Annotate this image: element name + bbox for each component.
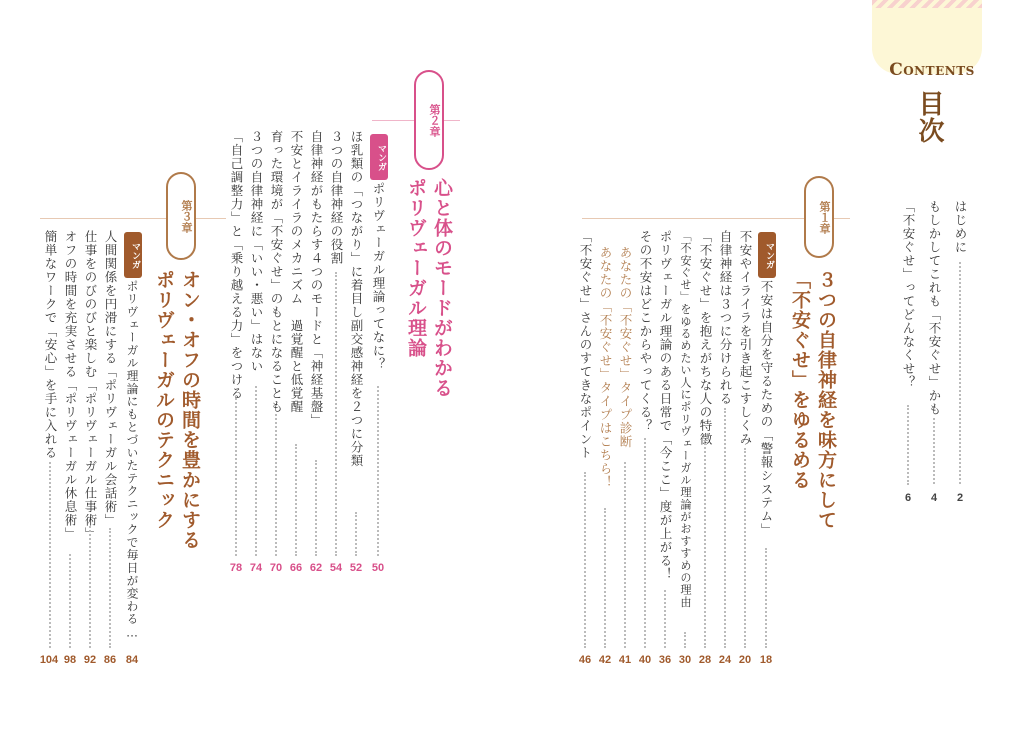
page-number: 86 <box>103 654 117 666</box>
page-number: 42 <box>598 654 612 666</box>
toc-entry-label: 自律神経がもたらす４つのモードと「神経基盤」 <box>309 130 324 427</box>
leader-dots <box>377 386 379 556</box>
page-number: 6 <box>904 492 912 504</box>
page-number: 2 <box>956 492 964 504</box>
manga-badge: マンガ <box>370 134 388 180</box>
page-number: 20 <box>738 654 752 666</box>
leader-dots <box>315 460 317 556</box>
leader-dots <box>644 438 646 648</box>
toc-entry-ch1-8[interactable] <box>615 246 635 449</box>
manga-badge: マンガ <box>124 232 142 278</box>
toc-entry-intro-2[interactable] <box>924 200 944 416</box>
toc-entry-label: ３つの自律神経に「いい・悪い」はない <box>249 130 264 373</box>
toc-entry-label: オフの時間を充実させる「ポリヴェーガル休息術」 <box>63 230 78 541</box>
page-number: 84 <box>125 654 139 666</box>
leader-dots <box>584 472 586 648</box>
page-number: 50 <box>371 562 385 574</box>
leader-dots <box>624 462 626 648</box>
page-number: 66 <box>289 562 303 574</box>
leader-dots <box>684 632 686 648</box>
chapter-1-badge: 第１章 <box>804 176 834 258</box>
page-number: 104 <box>39 654 59 666</box>
toc-entry-ch3-5[interactable] <box>40 230 60 460</box>
page-number: 24 <box>718 654 732 666</box>
page-number: 54 <box>329 562 343 574</box>
toc-entry-ch1-6[interactable] <box>655 230 675 581</box>
toc-entry-label: 育った環境が「不安ぐせ」のもとになることも <box>269 130 284 414</box>
leader-dots <box>933 418 935 484</box>
toc-entry-label: 仕事をのびのびと楽しむ「ポリヴェーガル仕事術」 <box>83 230 98 541</box>
toc-entry-ch1-4[interactable] <box>695 230 715 446</box>
toc-entry-ch2-6[interactable] <box>266 130 286 414</box>
toc-entry-ch1-9[interactable] <box>595 246 615 489</box>
page-number: 41 <box>618 654 632 666</box>
chapter-rule <box>40 218 226 219</box>
toc-entry-label: その不安はどこからやってくる？ <box>638 230 653 433</box>
toc-entry-ch1-10[interactable] <box>575 230 595 460</box>
leader-dots <box>109 528 111 648</box>
toc-entry-label: ３つの自律神経の役割 <box>329 130 344 265</box>
toc-entry-ch2-1[interactable] <box>368 182 388 371</box>
page-number: 28 <box>698 654 712 666</box>
chapter-1-title-line2: 「不安ぐせ」をゆるめる <box>789 270 811 490</box>
leader-dots <box>907 405 909 485</box>
toc-entry-label: 「不安ぐせ」を抱えがちな人の特徴 <box>698 230 713 446</box>
chapter-2-badge: 第２章 <box>414 70 444 170</box>
page-number: 98 <box>63 654 77 666</box>
leader-dots <box>255 386 257 556</box>
toc-entry-ch1-2[interactable] <box>735 230 755 446</box>
page-number: 52 <box>349 562 363 574</box>
toc-entry-label: 不安やイライラを引き起こすしくみ <box>738 230 753 446</box>
toc-entry-ch3-2[interactable] <box>100 230 120 527</box>
toc-entry-intro-3[interactable] <box>898 200 918 389</box>
toc-entry-intro-1[interactable] <box>950 200 970 254</box>
toc-entry-ch2-7[interactable] <box>246 130 266 373</box>
toc-entry-label: あなたの「不安ぐせ」タイプはこちら！ <box>598 246 613 489</box>
leader-dots <box>724 408 726 648</box>
leader-dots <box>295 444 297 556</box>
toc-entry-label: 「不安ぐせ」ってどんなくせ？ <box>901 200 916 389</box>
chapter-3-title-line1: オン・オフの時間を豊かにする <box>179 270 201 550</box>
toc-entry-label: もしかしてこれも「不安ぐせ」かも <box>927 200 942 416</box>
page-number: 74 <box>249 562 263 574</box>
leader-dots <box>765 548 767 648</box>
leader-dots <box>89 526 91 648</box>
toc-entry-label: ほ乳類の「つながり」に着目し副交感神経を２つに分類 <box>349 130 364 468</box>
page-number: 36 <box>658 654 672 666</box>
toc-entry-label: 不安とイライラのメカニズム 過覚醒と低覚醒 <box>289 130 304 414</box>
toc-entry-ch2-5[interactable] <box>286 130 306 414</box>
toc-entry-label: 「自己調整力」と「乗り越える力」をつける <box>229 130 244 400</box>
leader-dots <box>69 554 71 648</box>
page-number: 4 <box>930 492 938 504</box>
page-number: 78 <box>229 562 243 574</box>
leader-dots <box>704 440 706 648</box>
toc-entry-label: ポリヴェーガル理論にもとづいたテクニックで毎日が変わる… <box>125 280 139 641</box>
leader-dots <box>664 590 666 648</box>
chapter-3-badge: 第３章 <box>166 172 196 260</box>
toc-entry-ch2-8[interactable] <box>226 130 246 400</box>
page-number: 46 <box>578 654 592 666</box>
toc-entry-ch1-1[interactable] <box>756 280 776 537</box>
page-number: 40 <box>638 654 652 666</box>
page-number: 18 <box>759 654 773 666</box>
toc-entry-label: 「不安ぐせ」をゆるめたい人にポリヴェーガル理論がおすすめの理由 <box>679 230 692 609</box>
toc-entry-ch3-1[interactable] <box>122 280 142 641</box>
page-title: 目次 <box>914 90 944 144</box>
toc-entry-label: 自律神経は３つに分けられる <box>718 230 733 406</box>
chapter-2-title-line2: ポリヴェーガル理論 <box>405 178 427 358</box>
leader-dots <box>355 512 357 556</box>
toc-entry-label: 簡単なワークで「安心」を手に入れる <box>43 230 58 460</box>
leader-dots <box>335 272 337 556</box>
page-number: 92 <box>83 654 97 666</box>
contents-word: Contents <box>889 60 975 80</box>
leader-dots <box>49 462 51 648</box>
leader-dots <box>959 262 961 484</box>
leader-dots <box>275 414 277 556</box>
leader-dots <box>604 508 606 648</box>
toc-entry-label: はじめに <box>953 200 968 254</box>
toc-entry-label: ポリヴェーガル理論ってなに？ <box>371 182 386 371</box>
chapter-1-title-line1: ３つの自律神経を味方にして <box>815 270 837 530</box>
chapter-2-title-line1: 心と体のモードがわかる <box>431 178 453 398</box>
toc-entry-ch1-5[interactable] <box>675 230 695 608</box>
toc-entry-label: ポリヴェーガル理論のある日常で「今ここ」度が上がる！ <box>658 230 673 581</box>
manga-badge: マンガ <box>758 232 776 278</box>
toc-entry-label: 「不安ぐせ」さんのすてきなポイント <box>578 230 593 460</box>
page-number: 30 <box>678 654 692 666</box>
chapter-3-title-line2: ポリヴェーガルのテクニック <box>153 270 175 530</box>
toc-entry-label: 人間関係を円滑にする「ポリヴェーガル会話術」 <box>103 230 118 527</box>
page-number: 62 <box>309 562 323 574</box>
toc-entry-ch3-4[interactable] <box>60 230 80 541</box>
page-number: 70 <box>269 562 283 574</box>
leader-dots <box>744 448 746 648</box>
toc-entry-ch2-2[interactable] <box>346 130 366 468</box>
toc-entry-ch1-7[interactable] <box>635 230 655 433</box>
toc-entry-ch2-4[interactable] <box>306 130 326 427</box>
toc-entry-ch3-3[interactable] <box>80 230 100 541</box>
leader-dots <box>235 398 237 556</box>
toc-entry-ch1-3[interactable] <box>715 230 735 406</box>
toc-entry-label: 不安は自分を守るための「警報システム」 <box>759 280 774 537</box>
toc-entry-ch2-3[interactable] <box>326 130 346 265</box>
toc-entry-label: あなたの「不安ぐせ」タイプ診断 <box>618 246 633 449</box>
